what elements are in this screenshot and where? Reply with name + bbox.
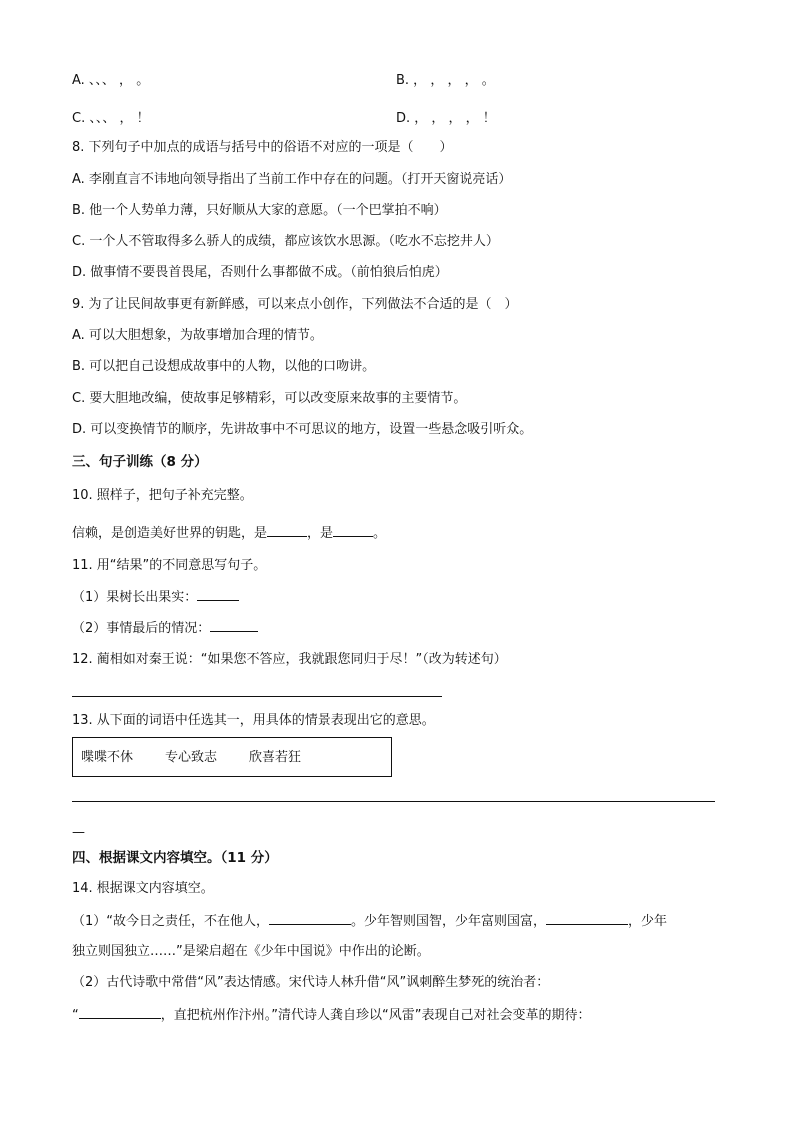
q8-stem: 8. 下列句子中加点的成语与括号中的俗语不对应的一项是（ ） <box>72 140 453 155</box>
section-4-title: 四、根据课文内容填空。（11 分） <box>72 850 278 866</box>
q13-word-3: 欣喜若狂 <box>249 750 302 765</box>
q9-stem: 9. 为了让民间故事更有新鲜感，可以来点小创作，下列做法不合适的是（ ） <box>72 297 518 312</box>
q13-word-box <box>72 737 392 777</box>
q10-sep: ，是 <box>307 526 334 541</box>
q8-option-d: D. 做事情不要畏首畏尾，否则什么事都做不成。（前怕狼后怕虎） <box>72 265 448 280</box>
q8-option-c: C. 一个人不管取得多么骄人的成绩，都应该饮水思源。（吃水不忘挖井人） <box>72 234 499 249</box>
q13-word-1: 喋喋不休 <box>81 750 134 765</box>
q7-option-a: A. 、、、 ， 。 <box>72 73 150 88</box>
q9-option-c: C. 要大胆地改编，使故事足够精彩，可以改变原来故事的主要情节。 <box>72 391 467 406</box>
q11-part-2-label: （2）事情最后的情况： <box>72 621 211 636</box>
q12-answer-line[interactable] <box>72 696 442 697</box>
q10-sentence <box>72 524 386 543</box>
q10-text-a: 信赖，是创造美好世界的钥匙，是 <box>72 526 268 541</box>
q14-blank-1[interactable] <box>269 912 351 925</box>
q12-stem: 12. 蔺相如对秦王说：“如果您不答应，我就跟您同归于尽！”（改为转述句） <box>72 652 507 667</box>
q9-option-d: D. 可以变换情节的顺序，先讲故事中不可思议的地方，设置一些悬念吸引听众。 <box>72 422 533 437</box>
q14-part-1-line-2: 独立则国独立……”是梁启超在《少年中国说》中作出的论断。 <box>72 944 430 959</box>
q11-blank-2[interactable] <box>210 619 258 632</box>
q14-part-1-line-1 <box>72 912 667 931</box>
q10-blank-2[interactable] <box>333 524 373 537</box>
q9-option-a: A. 可以大胆想象，为故事增加合理的情节。 <box>72 328 323 343</box>
q8-option-a: A. 李刚直言不讳地向领导指出了当前工作中存在的问题。（打开天窗说亮话） <box>72 172 512 187</box>
q14-p1-text-c: ，少年 <box>628 914 668 929</box>
q14-part-2-line-2 <box>72 1006 590 1025</box>
q7-option-b: B. ， ， ， ， 。 <box>396 73 495 88</box>
q7-option-d: D. ， ， ， ， ！ <box>396 111 496 126</box>
q7-option-c: C. 、、、 ， ！ <box>72 111 150 126</box>
q14-stem: 14. 根据课文内容填空。 <box>72 881 214 896</box>
q14-p2-open-quote: “ <box>72 1008 79 1023</box>
q13-stem: 13. 从下面的词语中任选其一，用具体的情景表现出它的意思。 <box>72 713 435 728</box>
q10-stem: 10. 照样子，把句子补充完整。 <box>72 488 253 503</box>
q11-part-1-label: （1）果树长出果实： <box>72 590 198 605</box>
q14-blank-3[interactable] <box>79 1006 161 1019</box>
q13-word-2: 专心致志 <box>165 750 218 765</box>
q11-part-2 <box>72 619 258 638</box>
q14-p2-text: ，直把杭州作汴州。”清代诗人龚自珍以“风雷”表现自己对社会变革的期待： <box>160 1008 591 1023</box>
q11-stem: 11. 用“结果”的不同意思写句子。 <box>72 558 267 573</box>
q10-end: 。 <box>373 526 387 541</box>
q11-blank-1[interactable] <box>197 588 239 601</box>
q9-option-b: B. 可以把自己设想成故事中的人物，以他的口吻讲。 <box>72 359 376 374</box>
section-3-title: 三、句子训练（8 分） <box>72 454 208 470</box>
q13-trailing-dash: — <box>72 825 85 840</box>
q14-p1-text-a: （1）“故今日之责任，不在他人， <box>72 914 270 929</box>
q10-blank-1[interactable] <box>267 524 307 537</box>
q14-blank-2[interactable] <box>546 912 628 925</box>
q14-p1-text-b: 。少年智则国智，少年富则国富， <box>351 914 547 929</box>
q11-part-1 <box>72 588 239 607</box>
q8-option-b: B. 他一个人势单力薄，只好顺从大家的意愿。（一个巴掌拍不响） <box>72 203 447 218</box>
q13-answer-line[interactable] <box>72 801 715 802</box>
q14-part-2-line-1: （2）古代诗歌中常借“风”表达情感。宋代诗人林升借“风”讽刺醉生梦死的统治者： <box>72 975 550 990</box>
